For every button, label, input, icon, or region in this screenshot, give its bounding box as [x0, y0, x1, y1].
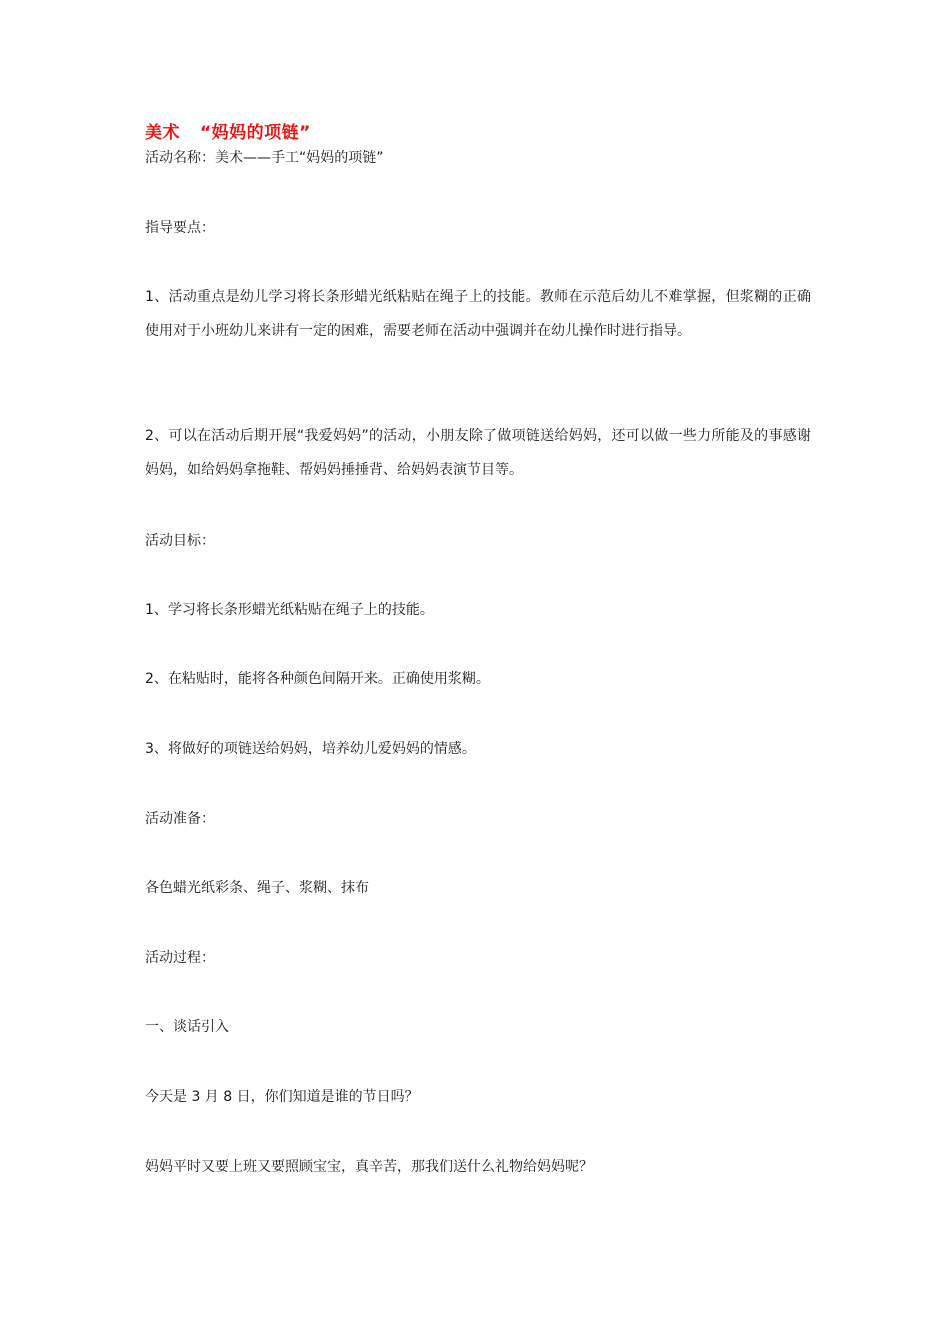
goal-2: 2、在粘贴时，能将各种颜色间隔开来。正确使用浆糊。: [145, 671, 490, 687]
title-quoted: “妈妈的项链”: [200, 123, 311, 143]
title-prefix: 美术: [145, 123, 180, 143]
process-heading: 活动过程：: [145, 950, 215, 966]
goal-3: 3、将做好的项链送给妈妈，培养幼儿爱妈妈的情感。: [145, 741, 476, 757]
guide-heading: 指导要点：: [145, 220, 215, 236]
step-1-heading: 一、谈话引入: [145, 1019, 229, 1035]
prep-heading: 活动准备：: [145, 811, 215, 827]
question-2: 妈妈平时又要上班又要照顾宝宝，真辛苦，那我们送什么礼物给妈妈呢？: [145, 1159, 593, 1175]
document-title: [145, 118, 311, 143]
goals-heading: 活动目标：: [145, 533, 215, 549]
goal-1: 1、学习将长条形蜡光纸粘贴在绳子上的技能。: [145, 602, 434, 618]
question-1: 今天是 3 月 8 日，你们知道是谁的节日吗？: [145, 1089, 419, 1105]
prep-items: 各色蜡光纸彩条、绳子、浆糊、抹布: [145, 880, 369, 896]
activity-name: 活动名称：美术——手工“妈妈的项链”: [145, 150, 384, 166]
guide-point-1: 1、活动重点是幼儿学习将长条形蜡光纸粘贴在绳子上的技能。教师在示范后幼儿不难掌握，但浆糊的正确使用对于小班幼儿来讲有一定的困难，需要老师在活动中强调并在幼儿操作时进行指导。: [145, 289, 811, 339]
guide-point-2: 2、可以在活动后期开展“我爱妈妈”的活动，小朋友除了做项链送给妈妈，还可以做一些力所能及的事感谢妈妈，如给妈妈拿拖鞋、帮妈妈捶捶背、给妈妈表演节目等。: [145, 428, 811, 478]
